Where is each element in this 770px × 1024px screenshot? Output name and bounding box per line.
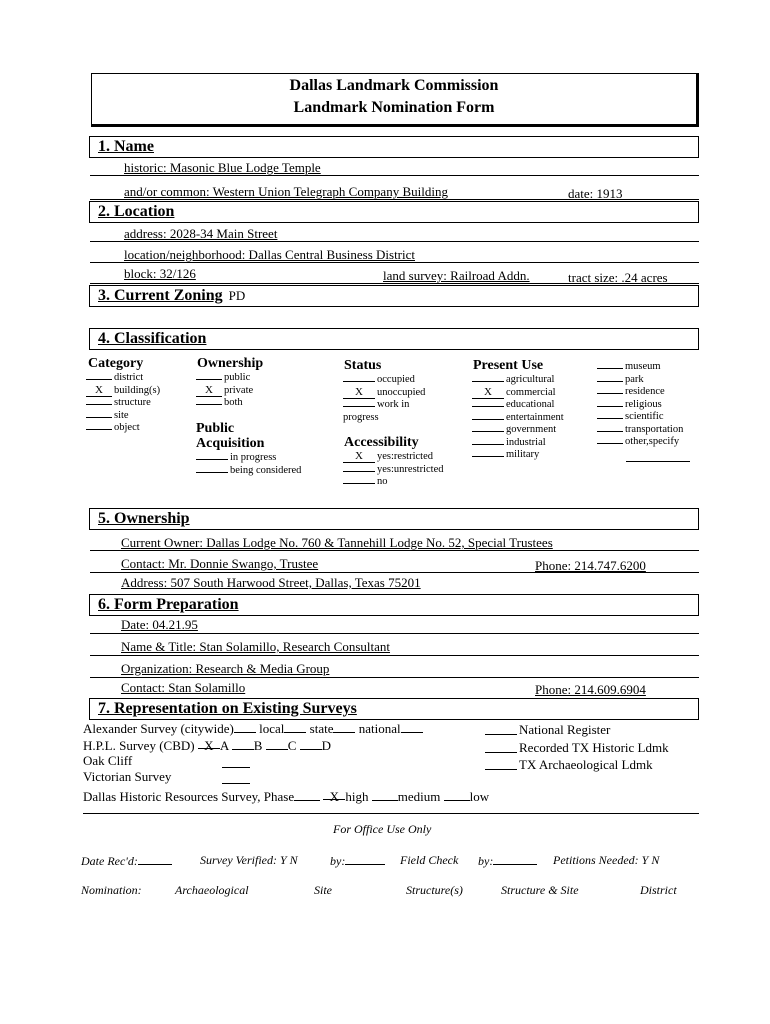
district-option[interactable]: District — [640, 883, 677, 897]
zoning-value[interactable]: PD — [228, 288, 246, 303]
present-use-heading: Present Use — [473, 358, 544, 373]
present-use-list — [472, 374, 564, 462]
owner-phone-field[interactable]: Phone: 214.747.6200 — [535, 558, 646, 573]
checkbox-row — [343, 476, 443, 489]
national-register-blank[interactable] — [485, 734, 517, 735]
check-blank[interactable]: X — [196, 385, 222, 397]
option-label: other,specify — [625, 436, 680, 447]
ownership-list — [196, 372, 253, 410]
historic-name-field[interactable]: historic: Masonic Blue Lodge Temple — [124, 160, 321, 175]
a-label: A — [219, 738, 229, 753]
check-blank[interactable] — [597, 368, 623, 369]
hpl-b-blank[interactable] — [232, 738, 254, 750]
checkbox-row — [196, 397, 253, 410]
local-blank[interactable] — [284, 721, 306, 733]
check-blank[interactable] — [597, 381, 623, 382]
checkbox-row — [196, 372, 253, 385]
check-blank[interactable] — [472, 444, 504, 445]
checkbox-row — [472, 387, 564, 400]
dallas-historic-label: Dallas Historic Resources Survey, Phase — [83, 789, 295, 804]
prep-date-field[interactable]: Date: 04.21.95 — [121, 617, 198, 632]
prep-contact-field[interactable]: Contact: Stan Solamillo — [121, 680, 246, 695]
d-label: D — [321, 738, 331, 753]
option-label: private — [224, 384, 254, 396]
section-title: 3. Current Zoning — [98, 287, 223, 304]
victorian-label: Victorian Survey — [83, 769, 172, 784]
checkbox-row — [472, 437, 564, 450]
commission-title: Dallas Landmark Commission — [289, 77, 499, 94]
check-blank[interactable] — [472, 419, 504, 420]
checkbox-row — [597, 436, 683, 449]
check-blank[interactable] — [343, 471, 375, 472]
block-field[interactable]: block: 32/126 — [124, 266, 196, 281]
check-blank[interactable] — [343, 406, 375, 407]
field-check-label: Field Check — [400, 853, 459, 867]
by-label-1: by: — [330, 854, 346, 868]
structure-site-option[interactable]: Structure & Site — [501, 883, 579, 897]
date-recd-blank[interactable] — [138, 853, 172, 865]
neighborhood-field[interactable]: location/neighborhood: Dallas Central Business District — [124, 247, 416, 262]
recorded-tx-blank[interactable] — [485, 752, 517, 753]
checkbox-row — [343, 374, 425, 387]
option-label: structure — [114, 397, 151, 408]
option-label: museum — [625, 361, 661, 372]
check-blank[interactable] — [472, 406, 504, 407]
option-label: site — [114, 409, 129, 421]
section-location-header — [89, 201, 699, 223]
option-label: government — [506, 424, 557, 435]
prep-phone-field[interactable]: Phone: 214.609.6904 — [535, 682, 646, 697]
check-blank[interactable] — [343, 483, 375, 484]
petitions-label: Petitions Needed: Y N — [553, 853, 660, 867]
alexander-survey-row — [83, 720, 423, 737]
check-blank[interactable] — [597, 418, 623, 419]
check-blank[interactable] — [472, 431, 504, 432]
section-classification-header — [89, 328, 699, 350]
status-heading: Status — [344, 358, 382, 373]
public-heading: Public — [196, 421, 235, 436]
option-label: scientific — [625, 411, 664, 422]
option-label: industrial — [506, 436, 546, 448]
checkbox-row — [597, 386, 683, 399]
check-blank[interactable] — [597, 406, 623, 407]
phase-blank[interactable] — [294, 789, 320, 801]
checkbox-row — [86, 422, 160, 435]
state-blank[interactable] — [333, 721, 355, 733]
low-blank[interactable] — [444, 789, 470, 801]
date-recd-row — [81, 853, 172, 869]
option-label: object — [114, 422, 140, 433]
check-blank[interactable] — [86, 417, 112, 418]
check-blank[interactable] — [597, 443, 623, 444]
land-survey-field[interactable]: land survey: Railroad Addn. — [383, 268, 530, 283]
state-label: state — [309, 721, 334, 736]
high-mark: X — [329, 789, 340, 804]
category-list — [86, 372, 160, 435]
checkbox-row — [86, 410, 160, 423]
category-heading: Category — [88, 356, 144, 371]
checkbox-row — [472, 449, 564, 462]
checkbox-row — [597, 411, 683, 424]
check-blank[interactable] — [597, 393, 623, 394]
option-label: transportation — [625, 423, 684, 435]
check-blank[interactable] — [196, 404, 222, 405]
check-blank[interactable]: X — [86, 385, 112, 397]
national-label: national — [358, 721, 401, 736]
oak-cliff-label: Oak Cliff — [83, 753, 133, 768]
checkbox-row — [597, 399, 683, 412]
checkbox-row — [86, 372, 160, 385]
option-label: religious — [625, 398, 662, 410]
b-label: B — [253, 738, 263, 753]
check-blank[interactable] — [196, 379, 222, 380]
oak-cliff-blank[interactable] — [222, 767, 250, 768]
checkbox-row — [472, 374, 564, 387]
checkbox-row — [597, 361, 683, 374]
check-blank[interactable] — [472, 456, 504, 457]
option-label: residence — [625, 386, 665, 397]
tract-size-field[interactable]: tract size: .24 acres — [568, 270, 668, 285]
option-label: in progress — [230, 452, 277, 463]
address-field[interactable]: address: 2028-34 Main Street — [124, 226, 278, 241]
alexander-label: Alexander Survey (citywide) — [83, 721, 234, 736]
option-label: yes:unrestricted — [377, 463, 444, 475]
checkbox-row — [343, 451, 443, 464]
option-label: no — [377, 476, 388, 487]
by-blank-2[interactable] — [493, 853, 537, 865]
check-blank[interactable] — [597, 431, 623, 432]
option-label: unoccupied — [377, 386, 426, 398]
national-register-label: National Register — [519, 722, 611, 737]
owner-address-field[interactable]: Address: 507 South Harwood Street, Dallas, Texas 75201 — [121, 575, 421, 590]
option-label: educational — [506, 399, 555, 410]
checkbox-row — [343, 464, 443, 477]
survey-verified-label: Survey Verified: Y N — [200, 853, 298, 867]
by-blank-1[interactable] — [345, 853, 385, 865]
checkbox-row — [472, 412, 564, 425]
section-ownership-header — [89, 508, 699, 530]
option-label: yes:restricted — [377, 451, 433, 462]
by-row-1 — [330, 853, 385, 869]
office-use-heading: For Office Use Only — [333, 822, 432, 836]
check-blank[interactable] — [86, 379, 112, 380]
checkbox-row — [597, 374, 683, 387]
office-divider — [83, 813, 699, 814]
c-label: C — [287, 738, 297, 753]
section-title: 2. Location — [98, 203, 175, 220]
owner-contact-field[interactable]: Contact: Mr. Donnie Swango, Trustee — [121, 556, 319, 571]
option-label: district — [114, 372, 144, 383]
archaeological-option[interactable]: Archaeological — [175, 883, 249, 897]
checkbox-row — [196, 385, 253, 398]
site-option[interactable]: Site — [314, 883, 332, 897]
section-title: 6. Form Preparation — [98, 596, 239, 613]
acquisition-heading: Acquisition — [196, 436, 265, 451]
checkbox-row — [343, 399, 425, 412]
checkbox-row — [196, 452, 301, 465]
recorded-tx-label: Recorded TX Historic Ldmk — [519, 740, 669, 755]
medium-label: medium — [397, 789, 441, 804]
organization-field[interactable]: Organization: Research & Media Group — [121, 661, 330, 676]
check-blank[interactable] — [196, 472, 228, 473]
option-label: occupied — [377, 374, 415, 385]
check-blank[interactable]: X — [343, 451, 375, 463]
present-use-list-2 — [597, 361, 683, 449]
tx-arch-label: TX Archaeological Ldmk — [519, 757, 653, 772]
acquisition-list — [196, 452, 301, 477]
check-blank[interactable]: X — [472, 387, 504, 399]
name-title-field[interactable]: Name & Title: Stan Solamillo, Research Consultant — [121, 639, 391, 654]
option-label: park — [625, 373, 644, 385]
checkbox-row — [86, 385, 160, 398]
section-title: 4. Classification — [98, 330, 207, 347]
option-label: work in — [377, 399, 410, 410]
checkbox-row — [597, 424, 683, 437]
checkbox-row — [472, 399, 564, 412]
accessibility-heading: Accessibility — [344, 435, 419, 450]
check-blank[interactable] — [196, 459, 228, 460]
other-specify-line[interactable] — [626, 461, 690, 462]
option-label: building(s) — [114, 384, 161, 396]
option-label: commercial — [506, 386, 556, 398]
form-title: Landmark Nomination Form — [293, 99, 495, 116]
accessibility-list — [343, 451, 443, 489]
hpl-label: H.P.L. Survey (CBD) — [83, 738, 195, 753]
divider — [90, 655, 699, 656]
check-blank[interactable]: X — [343, 387, 375, 399]
check-blank[interactable] — [472, 381, 504, 382]
section-title: 7. Representation on Existing Surveys — [98, 700, 357, 717]
checkbox-row — [472, 424, 564, 437]
high-blank[interactable] — [323, 788, 345, 804]
low-label: low — [469, 789, 490, 804]
date-recd-label: Date Rec'd: — [81, 854, 138, 868]
divider — [90, 677, 699, 678]
nomination-label: Nomination: — [81, 883, 142, 897]
hpl-c-blank[interactable] — [266, 738, 288, 750]
section-title: 5. Ownership — [98, 510, 190, 527]
hpl-d-blank[interactable] — [300, 738, 322, 750]
option-label: military — [506, 449, 540, 460]
checkbox-row — [343, 387, 425, 400]
by-row-2 — [478, 853, 537, 869]
common-name-field[interactable]: and/or common: Western Union Telegraph Company Building — [124, 184, 448, 199]
check-blank[interactable] — [86, 404, 112, 405]
section-title: 1. Name — [98, 138, 154, 155]
option-label: both — [224, 397, 243, 408]
checkbox-row — [86, 397, 160, 410]
option-label: being considered — [230, 464, 302, 476]
by-label-2: by: — [478, 854, 494, 868]
status-list — [343, 374, 425, 412]
check-blank[interactable] — [86, 429, 112, 430]
hpl-a-blank[interactable] — [198, 737, 220, 753]
option-label: entertainment — [506, 411, 564, 423]
divider — [90, 633, 699, 634]
option-label: agricultural — [506, 374, 555, 385]
form-header — [91, 73, 699, 127]
section-surveys-header — [89, 698, 699, 720]
structures-option[interactable]: Structure(s) — [406, 883, 463, 897]
tx-arch-blank[interactable] — [485, 769, 517, 770]
alexander-blank[interactable] — [234, 721, 256, 733]
high-label: high — [345, 789, 369, 804]
option-label: public — [224, 372, 251, 383]
national-blank[interactable] — [401, 721, 423, 733]
progress-label: progress — [343, 412, 379, 423]
victorian-blank[interactable] — [222, 783, 250, 784]
dallas-historic-row — [83, 788, 489, 805]
current-owner-field[interactable]: Current Owner: Dallas Lodge No. 760 & Tannehill Lodge No. 52, Special Trustees — [121, 535, 553, 550]
section-form-prep-header — [89, 594, 699, 616]
date-field[interactable]: date: 1913 — [568, 186, 623, 201]
check-blank[interactable] — [343, 381, 375, 382]
hpl-a-mark: X — [204, 738, 214, 753]
section-zoning-header — [89, 285, 699, 307]
section-name-header — [89, 136, 699, 158]
medium-blank[interactable] — [372, 789, 398, 801]
ownership-heading: Ownership — [197, 356, 264, 371]
local-label: local — [259, 721, 285, 736]
checkbox-row — [196, 465, 301, 478]
